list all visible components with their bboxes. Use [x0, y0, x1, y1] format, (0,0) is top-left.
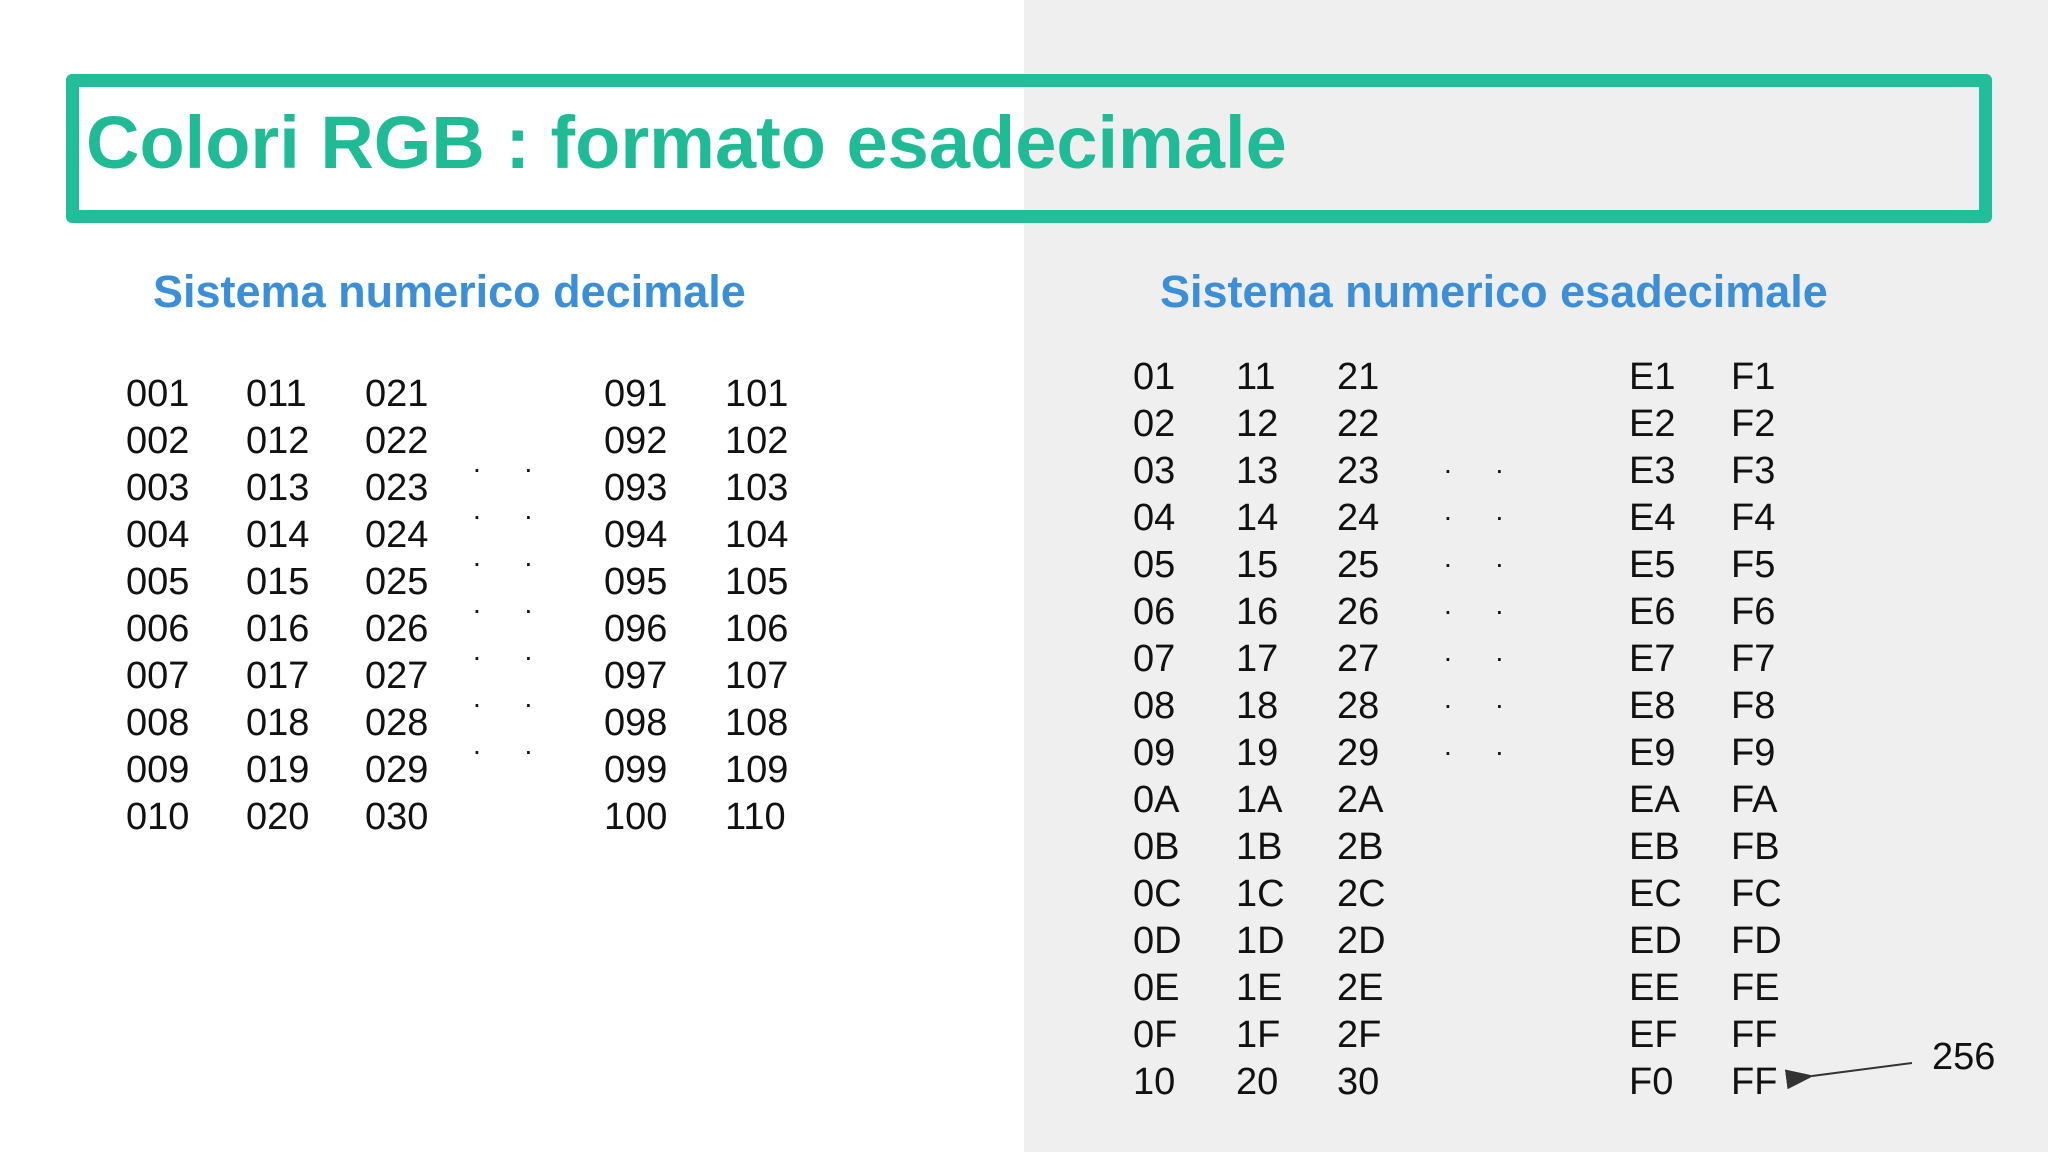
table-cell: EA: [1629, 779, 1680, 821]
table-cell: EF: [1629, 1014, 1678, 1056]
table-cell: 13: [1236, 450, 1279, 492]
table-cell: FB: [1731, 826, 1780, 868]
table-cell: 1E: [1236, 967, 1283, 1009]
table-cell: 17: [1236, 638, 1279, 680]
table-cell: 108: [725, 702, 789, 744]
table-cell: F6: [1731, 591, 1776, 633]
table-cell: 092: [604, 420, 668, 462]
table-cell: 019: [246, 749, 310, 791]
table-cell: 025: [365, 561, 429, 603]
table-cell: 002: [126, 420, 190, 462]
table-cell: F1: [1731, 356, 1776, 398]
ellipsis-marker: . .: [1444, 636, 1522, 667]
table-cell: 07: [1133, 638, 1176, 680]
table-cell: 105: [725, 561, 789, 603]
decimal-heading: Sistema numerico decimale: [153, 266, 746, 317]
table-cell: 001: [126, 373, 190, 415]
table-cell: F2: [1731, 403, 1776, 445]
ellipsis-marker: . .: [1444, 495, 1522, 526]
table-cell: 0F: [1133, 1014, 1178, 1056]
table-cell: F8: [1731, 685, 1776, 727]
table-cell: 20: [1236, 1061, 1279, 1103]
table-cell: EE: [1629, 967, 1680, 1009]
table-cell: 098: [604, 702, 668, 744]
table-cell: 10: [1133, 1061, 1176, 1103]
table-cell: 05: [1133, 544, 1176, 586]
table-cell: F0: [1629, 1061, 1674, 1103]
table-cell: 011: [246, 373, 307, 415]
table-cell: 100: [604, 796, 668, 838]
table-cell: F4: [1731, 497, 1776, 539]
table-cell: 013: [246, 467, 310, 509]
table-cell: 0E: [1133, 967, 1180, 1009]
table-cell: 27: [1337, 638, 1380, 680]
table-cell: 0B: [1133, 826, 1180, 868]
table-cell: 1A: [1236, 779, 1283, 821]
table-cell: F9: [1731, 732, 1776, 774]
table-cell: 010: [126, 796, 190, 838]
ellipsis-marker: . .: [1444, 542, 1522, 573]
table-cell: 06: [1133, 591, 1176, 633]
table-cell: E3: [1629, 450, 1676, 492]
table-cell: 15: [1236, 544, 1279, 586]
table-cell: 021: [365, 373, 429, 415]
table-cell: EC: [1629, 873, 1682, 915]
table-cell: 2C: [1337, 873, 1386, 915]
table-cell: 2E: [1337, 967, 1384, 1009]
table-cell: 25: [1337, 544, 1380, 586]
table-cell: 23: [1337, 450, 1380, 492]
table-cell: 006: [126, 608, 190, 650]
table-cell: E7: [1629, 638, 1676, 680]
table-cell: F3: [1731, 450, 1776, 492]
slide-title: Colori RGB : formato esadecimale: [86, 101, 1287, 184]
ellipsis-marker: . .: [1444, 683, 1522, 714]
table-cell: FA: [1731, 779, 1778, 821]
table-cell: FD: [1731, 920, 1782, 962]
table-cell: E9: [1629, 732, 1676, 774]
table-cell: FE: [1731, 967, 1780, 1009]
table-cell: 095: [604, 561, 668, 603]
table-cell: 16: [1236, 591, 1279, 633]
table-cell: 023: [365, 467, 429, 509]
table-cell: 016: [246, 608, 310, 650]
table-cell: FF: [1731, 1014, 1778, 1056]
table-cell: 020: [246, 796, 310, 838]
table-cell: 104: [725, 514, 789, 556]
ellipsis-marker: . .: [1444, 589, 1522, 620]
count-annotation: 256: [1932, 1036, 1996, 1078]
table-cell: FC: [1731, 873, 1782, 915]
table-cell: 017: [246, 655, 310, 697]
table-cell: 2F: [1337, 1014, 1382, 1056]
table-cell: 101: [725, 373, 789, 415]
table-cell: 0A: [1133, 779, 1180, 821]
table-cell: 29: [1337, 732, 1380, 774]
table-cell: 097: [604, 655, 668, 697]
ellipsis-marker: . .: [473, 682, 551, 713]
table-cell: 0D: [1133, 920, 1182, 962]
table-cell: 18: [1236, 685, 1279, 727]
table-cell: 093: [604, 467, 668, 509]
table-cell: 003: [126, 467, 190, 509]
table-cell: 30: [1337, 1061, 1380, 1103]
table-cell: 007: [126, 655, 190, 697]
table-cell: 2D: [1337, 920, 1386, 962]
table-cell: FF: [1731, 1061, 1778, 1103]
table-cell: 099: [604, 749, 668, 791]
table-cell: 028: [365, 702, 429, 744]
table-cell: 02: [1133, 403, 1176, 445]
ellipsis-marker: . .: [473, 447, 551, 478]
ellipsis-marker: . .: [473, 541, 551, 572]
table-cell: 102: [725, 420, 789, 462]
table-cell: 01: [1133, 356, 1176, 398]
table-cell: 22: [1337, 403, 1380, 445]
table-cell: 024: [365, 514, 429, 556]
table-cell: 1C: [1236, 873, 1285, 915]
table-cell: 107: [725, 655, 789, 697]
table-cell: 2A: [1337, 779, 1384, 821]
ellipsis-marker: . .: [473, 635, 551, 666]
table-cell: 029: [365, 749, 429, 791]
table-cell: 022: [365, 420, 429, 462]
table-cell: 08: [1133, 685, 1176, 727]
table-cell: 009: [126, 749, 190, 791]
table-cell: 03: [1133, 450, 1176, 492]
table-cell: 28: [1337, 685, 1380, 727]
table-cell: 008: [126, 702, 190, 744]
table-cell: E6: [1629, 591, 1676, 633]
table-cell: F5: [1731, 544, 1776, 586]
table-cell: 21: [1337, 356, 1380, 398]
table-cell: E5: [1629, 544, 1676, 586]
table-cell: 109: [725, 749, 789, 791]
table-cell: 19: [1236, 732, 1279, 774]
table-cell: E2: [1629, 403, 1676, 445]
table-cell: 096: [604, 608, 668, 650]
table-cell: 12: [1236, 403, 1279, 445]
ellipsis-marker: . .: [473, 494, 551, 525]
table-cell: 005: [126, 561, 190, 603]
table-cell: 027: [365, 655, 429, 697]
table-cell: 103: [725, 467, 789, 509]
table-cell: 106: [725, 608, 789, 650]
table-cell: 091: [604, 373, 668, 415]
table-cell: 030: [365, 796, 429, 838]
table-cell: 24: [1337, 497, 1380, 539]
ellipsis-marker: . .: [1444, 448, 1522, 479]
table-cell: 1B: [1236, 826, 1283, 868]
table-cell: 012: [246, 420, 310, 462]
table-cell: 1F: [1236, 1014, 1281, 1056]
table-cell: 004: [126, 514, 190, 556]
table-cell: 110: [725, 796, 786, 838]
table-cell: E8: [1629, 685, 1676, 727]
table-cell: 094: [604, 514, 668, 556]
table-cell: 1D: [1236, 920, 1285, 962]
table-cell: 014: [246, 514, 310, 556]
table-cell: EB: [1629, 826, 1680, 868]
table-cell: 0C: [1133, 873, 1182, 915]
table-cell: 04: [1133, 497, 1176, 539]
table-cell: 2B: [1337, 826, 1384, 868]
table-cell: 018: [246, 702, 310, 744]
hex-heading: Sistema numerico esadecimale: [1160, 266, 1828, 317]
table-cell: 26: [1337, 591, 1380, 633]
ellipsis-marker: . .: [1444, 730, 1522, 761]
table-cell: E1: [1629, 356, 1676, 398]
table-cell: 015: [246, 561, 310, 603]
table-cell: F7: [1731, 638, 1776, 680]
table-cell: 026: [365, 608, 429, 650]
ellipsis-marker: . .: [473, 729, 551, 760]
table-cell: ED: [1629, 920, 1682, 962]
table-cell: 11: [1236, 356, 1276, 398]
table-cell: 09: [1133, 732, 1176, 774]
table-cell: E4: [1629, 497, 1676, 539]
table-cell: 14: [1236, 497, 1279, 539]
ellipsis-marker: . .: [473, 588, 551, 619]
